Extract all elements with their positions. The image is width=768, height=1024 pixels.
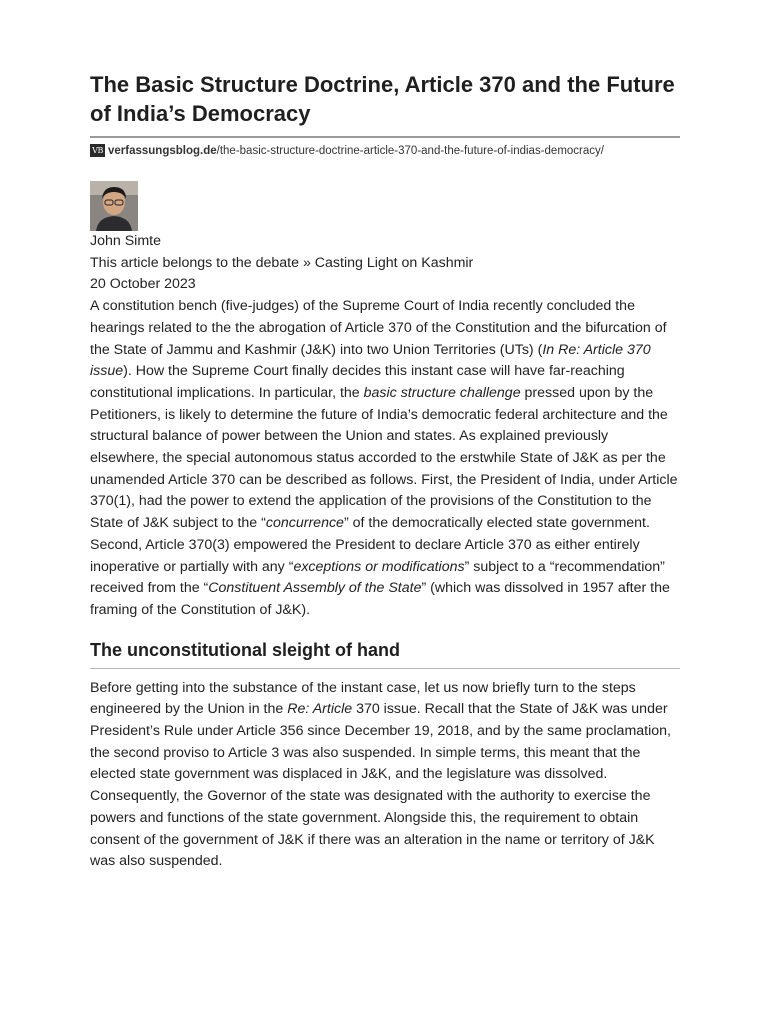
emphasis: Constituent Assembly of the State — [208, 580, 422, 597]
publish-date: 20 October 2023 — [90, 276, 196, 293]
intro-paragraph — [90, 296, 680, 622]
section-heading: The unconstitutional sleight of hand — [90, 638, 680, 669]
emphasis: In Re: Article 370 issue — [90, 341, 651, 380]
emphasis: concurrence — [265, 515, 344, 532]
source-path[interactable]: /the-basic-structure-doctrine-article-370-and-the-future-of-indias-democracy/ — [216, 144, 604, 157]
author-name: John Simte — [90, 233, 161, 249]
author-photo-icon — [90, 181, 138, 231]
emphasis: basic structure challenge — [363, 384, 521, 401]
text-span: Before getting into the substance of the instant case, let us now briefly turn to the steps engineered by the Union in the — [90, 679, 636, 718]
verfassungsblog-logo-icon: VB — [90, 144, 105, 157]
text-span: ). How the Supreme Court finally decides this instant case will have far-reaching constitutional implications. In particular, the — [90, 363, 625, 401]
emphasis: exceptions or modifications — [293, 558, 465, 575]
debate-line[interactable]: This article belongs to the debate » Casting Light on Kashmir — [90, 254, 474, 271]
article-content — [90, 70, 680, 873]
article-title: The Basic Structure Doctrine, Article 370 and the Future of India’s Democracy — [90, 70, 680, 138]
text-span: ” (which was dissolved in 1957 after the framing of the Constitution of J&K). — [90, 580, 670, 618]
emphasis: Re: Article — [287, 701, 353, 718]
section-paragraph — [90, 678, 680, 873]
author-avatar — [90, 181, 138, 231]
source-domain[interactable]: verfassungsblog.de — [108, 144, 217, 157]
text-span: ” of the democratically elected state government. Second, Article 370(3) empowered the President to declare Article 370 as either entirely inoperative or partially with any “ — [90, 515, 650, 575]
text-span: A constitution bench (five-judges) of the Supreme Court of India recently concluded the hearings related to the the abrogation of Article 370 of the Constitution and the bifurcation of the State of Jammu and Kashmir (J&K) into two Union Territories (UTs) ( — [90, 298, 667, 358]
text-span: ” subject to a “recommendation” received from the “ — [90, 558, 665, 597]
text-span: 370 issue. Recall that the State of J&K was under President’s Rule under Article 356 since December 19, 2018, and by the same proclamation, the second proviso to Article 3 was also suspended. In simple terms, this meant that the elected state government was displaced in J&K, and the legislature was dissolved. Consequently, the Governor of the state was designated with the authority to exercise the powers and functions of the state government. Alongside this, the requirement to obtain consent of the government of J&K if there was an alteration in the name or territory of J&K was also suspended. — [90, 701, 671, 870]
text-span: pressed upon by the Petitioners, is likely to determine the future of India’s democratic federal architecture and the structural balance of power between the Union and states. As explained previously elsewhere, the special autonomous status accorded to the erstwhile State of J&K as per the unamended Article 370 can be described as follows. First, the President of India, under Article 370(1), had the power to extend the application of the provisions of the Constitution to the State of J&K subject to the “ — [90, 384, 678, 532]
source-line[interactable] — [90, 144, 680, 157]
